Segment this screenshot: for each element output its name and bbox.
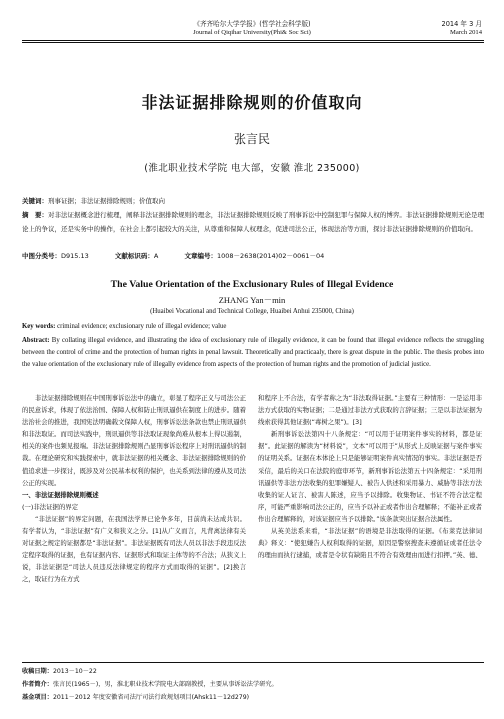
clc-label: 中图分类号： bbox=[22, 252, 61, 260]
keywords-en bbox=[22, 322, 484, 332]
author-cn: 张言民 bbox=[233, 132, 270, 146]
author-bio bbox=[22, 678, 484, 691]
article-number-label: 文章编号： bbox=[184, 252, 218, 260]
header-rule-thin bbox=[22, 42, 484, 43]
paragraph: 从英美法系来看，“非法证据”的语境是非法取得的证据。《布莱克法律词典》释义：“使犯嫌告人权利取得的证据，原因是警察搜查未遵循证或者任法令的理由而执行逮捕，或者是令状有缺陷且不符合有效理由而进行扣押。”英、德、 bbox=[258, 527, 482, 560]
fund-value: 2011－2012 年度安徽省司法厅司法行政规划项目(Ahsk11－12d279) bbox=[52, 694, 250, 701]
affiliation-cn: (淮北职业技术学院 电大部，安徽 淮北 235000) bbox=[144, 163, 360, 174]
received-label: 收稿日期： bbox=[22, 668, 53, 675]
paper-title-en: The Value Orientation of the Exclusionary Rules of Illegal Evidence bbox=[110, 279, 394, 290]
doc-code-label: 文献标识码： bbox=[114, 252, 154, 260]
abstract-cn-label: 摘 要： bbox=[22, 211, 49, 219]
doc-code-value: A bbox=[153, 252, 159, 260]
paper-title-cn: 非法证据排除规则的价值取向 bbox=[141, 93, 363, 112]
classification-cn bbox=[22, 251, 484, 262]
body-right-column bbox=[258, 392, 482, 561]
keywords-cn bbox=[22, 196, 484, 207]
footnote-rule bbox=[22, 662, 484, 663]
abstract-en-label: Abstract: bbox=[22, 337, 50, 344]
article-number-value: 1008－2638(2014)02－0061－04 bbox=[217, 252, 325, 260]
section-heading: 一、非法证据排除规则概述 bbox=[22, 490, 99, 499]
fund-label: 基金项目： bbox=[22, 694, 53, 701]
author-en: ZHANG Yan－min bbox=[218, 295, 286, 305]
received-date bbox=[22, 665, 484, 678]
abstract-en-text: By collating illegal evidence, and illustrating the idea of exclusionary rule of illegally evidence, it can be found that illegal evidence reflects the struggling between the control of crime and the protection of human rights in penal lawsuit. Theoretically and practicaaly, there is great dispute in the public. The thesis probes into the value orientation of the exclusionary rule of illegally evidence from aspects of the protection of human rights and the promotion of judicial justice. bbox=[22, 337, 484, 368]
abstract-cn bbox=[22, 209, 484, 236]
abstract-en bbox=[22, 335, 484, 371]
issue-date-cn: 2014 年 3 月 bbox=[441, 20, 482, 28]
received-value: 2013－10－22 bbox=[52, 668, 97, 675]
journal-title-cn: 《齐齐哈尔大学学报》(哲学社会科学版) bbox=[193, 20, 311, 28]
footnotes bbox=[22, 665, 484, 704]
subsection-heading: (一)非法证据的界定 bbox=[22, 502, 79, 511]
keywords-en-text: criminal evidence; exclusionary rule of illegal evidence; value bbox=[55, 323, 227, 330]
paragraph: 非法证据排除规则在中国刑事诉讼法中的确立，彰显了程序正义与司法公正的民意诉求，体现了依法治国、保障人权和防止刑讯逼供在制度上的进步。随着法治社会的推进，我国宪法明确载文保障人权，刑事诉讼法条款也禁止刑讯逼供和非法取证。而司法实践中，刑讯逼供等非法取证现象尚难从根本上得以遏制，相关的案件也频见报端。非法证据排除规则凸显刑事诉讼程序上对刑讯逼供的制裁。在理论研究和实践探索中，就非法证据的相关概念、非法证据排除规则的价值追求进一步探讨，既涉及对公民基本权利的保护，也关系到法律的遵从及司法公正的实现。 bbox=[22, 394, 246, 487]
keywords-en-label: Key words: bbox=[22, 323, 56, 330]
author-bio-value: 张言民(1965－)，男，淮北职业技术学院电大部副教授，主要从事诉讼法学研究。 bbox=[52, 681, 278, 688]
clc-value: D915.13 bbox=[61, 252, 89, 260]
keywords-cn-text: 刑事证据；非法证据排除规则；价值取向 bbox=[48, 197, 165, 205]
paragraph: 新刑事诉讼法第四十八条规定：“可以用于证明案件事实的材料，都是证据”。此证据的解读为“材料说”，文本“可以用于”从形式上反映证据与案件事实的证明关系。证据在本体论上只是能够证明案件真实情况的事实。非法证据是否采信，最后的关口在法院的庭审环节，新刑事诉讼法第五十四条规定：“采用刑讯逼供等非法方法收集的犯罪嫌疑人、被告人供述和采用暴力、威胁等非法方法收集的证人证言、被害人陈述，应当予以排除。收集物证、书证不符合法定程序，可能严重影响司法公正的，应当予以补正或者作出合理解释；不能补正或者作出合理解释的，对该证据应当予以排除。”该条款突出证据合法属性。 bbox=[258, 430, 482, 523]
affiliation-en: (Huaibei Vocational and Technical College, Huaibei Anhui 235000, China) bbox=[150, 308, 354, 315]
abstract-cn-text: 对非法证据概念进行梳理，阐释非法证据排除规则的理念，非法证据排除规则反映了刑事诉讼中控制犯罪与保障人权的博弈。非法证据排除规则无论是理论上的争议，还是实务中的操作，在社会上都引起较大的关注，从尊重和保障人权理念，促进司法公正，体现法治等方面，探讨非法证据排除规则的价值取向。 bbox=[22, 211, 485, 233]
fund-project bbox=[22, 691, 484, 704]
keywords-cn-label: 关键词： bbox=[22, 197, 48, 205]
journal-title-en: Journal of Qiqihar University(Phi& Soc Sci) bbox=[193, 29, 311, 36]
issue-date-en: March 2014 bbox=[449, 29, 482, 36]
paragraph: 和程序上不合法，有学者称之为“非法取得证据。”主要有三种情形：一是运用非法方式获取的实物证据；二是通过非法方式获取的言辞证据；三是以非法证据为线索获得其他证据(“毒树之果”)。[3] bbox=[258, 394, 482, 427]
paragraph: “非法证据”的界定问题，在我国法学界已论争多年，目前尚未达成共识。有学者认为，“非法证据”有广义和狭义之分。[1]从广义而言，凡背离法律有关对证据之规定的证据都是“非法证据”。非法证据既有司法人员以非法手段违反法定程序取得的证据，也有证据内容、证据形式和取证主体等的不合法；从狭义上说，非法证据是“司法人员违反法律规定的程序方式而取得的证据”。[2]换言之，取证行为在方式 bbox=[22, 514, 246, 584]
header-rule bbox=[22, 40, 484, 41]
body-left-column bbox=[22, 392, 246, 586]
author-bio-label: 作者简介： bbox=[22, 681, 53, 688]
